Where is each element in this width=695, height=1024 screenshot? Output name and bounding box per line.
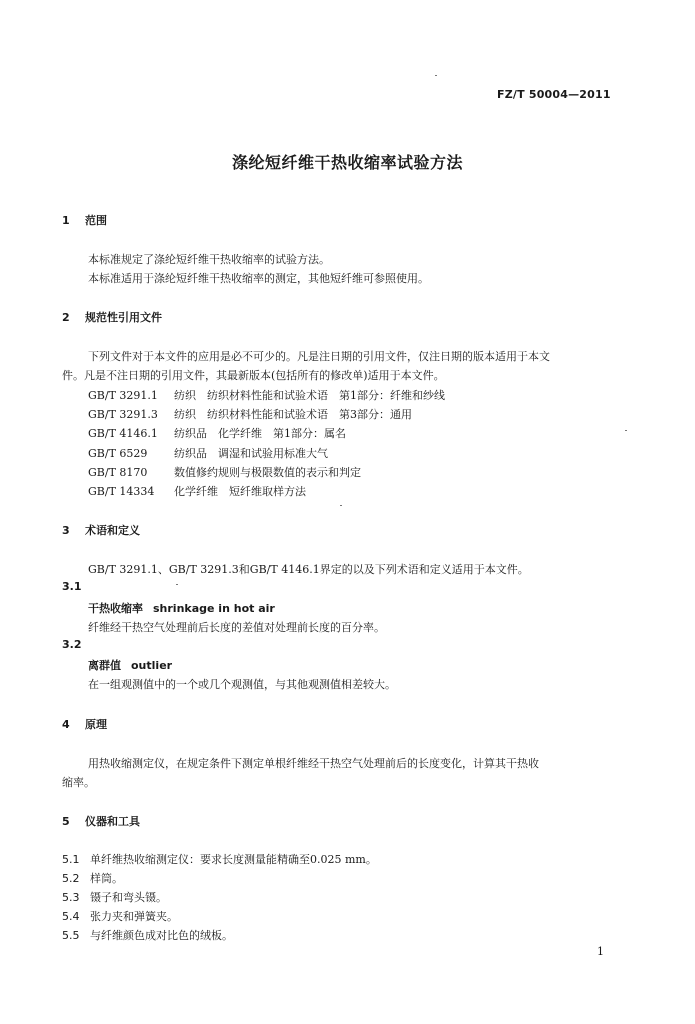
term-chinese: 干热收缩率 bbox=[88, 602, 143, 615]
equipment-item bbox=[62, 889, 167, 905]
item-text: 样筒。 bbox=[90, 872, 123, 885]
section-title: 范围 bbox=[85, 214, 107, 227]
section-title: 规范性引用文件 bbox=[85, 311, 162, 324]
normative-reference bbox=[88, 445, 328, 461]
reference-code: GB/T 3291.3 bbox=[88, 408, 158, 421]
item-text: 与纤维颜色成对比色的绒板。 bbox=[90, 929, 233, 942]
normative-reference bbox=[88, 406, 412, 422]
reference-code: GB/T 3291.1 bbox=[88, 389, 158, 402]
paragraph: 本标准适用于涤纶短纤维干热收缩率的测定，其他短纤维可参照使用。 bbox=[88, 272, 429, 285]
normative-reference bbox=[88, 387, 445, 403]
reference-title: 纺织 纺织材料性能和试验术语 第3部分：通用 bbox=[174, 408, 412, 421]
section-1-heading bbox=[62, 212, 107, 228]
reference-code: GB/T 14334 bbox=[88, 485, 155, 498]
term-definition: 纤维经干热空气处理前后长度的差值对处理前长度的百分率。 bbox=[88, 621, 385, 634]
section-number: 4 bbox=[62, 718, 70, 731]
item-number: 5.3 bbox=[62, 891, 80, 904]
item-number: 5.4 bbox=[62, 910, 80, 923]
section-number: 5 bbox=[62, 815, 70, 828]
reference-title: 化学纤维 短纤维取样方法 bbox=[174, 485, 306, 498]
section-2-heading bbox=[62, 309, 162, 325]
paragraph: 本标准规定了涤纶短纤维干热收缩率的试验方法。 bbox=[88, 253, 330, 266]
scan-speck bbox=[340, 505, 342, 506]
reference-code: GB/T 8170 bbox=[88, 466, 148, 479]
clause-number: 3.2 bbox=[62, 638, 82, 651]
scan-speck bbox=[435, 75, 437, 76]
normative-reference bbox=[88, 483, 306, 499]
section-title: 原理 bbox=[85, 718, 107, 731]
section-title: 术语和定义 bbox=[85, 524, 140, 537]
paragraph: 缩率。 bbox=[62, 776, 95, 789]
equipment-item bbox=[62, 851, 377, 867]
equipment-item bbox=[62, 908, 178, 924]
document-title: 涤纶短纤维干热收缩率试验方法 bbox=[231, 153, 463, 172]
equipment-item bbox=[62, 927, 233, 943]
item-text: 张力夹和弹簧夹。 bbox=[90, 910, 178, 923]
scan-speck bbox=[176, 584, 178, 585]
term-english: outlier bbox=[131, 659, 173, 672]
normative-reference bbox=[88, 425, 346, 441]
reference-title: 纺织 纺织材料性能和试验术语 第1部分：纤维和纱线 bbox=[174, 389, 445, 402]
section-number: 3 bbox=[62, 524, 70, 537]
reference-code: GB/T 4146.1 bbox=[88, 427, 158, 440]
equipment-item bbox=[62, 870, 123, 886]
paragraph: GB/T 3291.1、GB/T 3291.3和GB/T 4146.1界定的以及下列术语和定义适用于本文件。 bbox=[88, 563, 529, 576]
section-number: 2 bbox=[62, 311, 70, 324]
term-definition: 在一组观测值中的一个或几个观测值，与其他观测值相差较大。 bbox=[88, 678, 396, 691]
normative-reference bbox=[88, 464, 361, 480]
item-number: 5.1 bbox=[62, 853, 80, 866]
standard-code: FZ/T 50004—2011 bbox=[497, 88, 611, 101]
section-title: 仪器和工具 bbox=[85, 815, 140, 828]
reference-title: 纺织品 化学纤维 第1部分：属名 bbox=[174, 427, 346, 440]
item-text: 单纤维热收缩测定仪：要求长度测量能精确至0.025 mm。 bbox=[90, 853, 377, 866]
paragraph: 件。凡是不注日期的引用文件，其最新版本(包括所有的修改单)适用于本文件。 bbox=[62, 369, 445, 382]
paragraph: 用热收缩测定仪，在规定条件下测定单根纤维经干热空气处理前后的长度变化，计算其干热收 bbox=[88, 757, 539, 770]
section-5-heading bbox=[62, 813, 140, 829]
paragraph: 下列文件对于本文件的应用是必不可少的。凡是注日期的引用文件，仅注日期的版本适用于本文 bbox=[88, 350, 550, 363]
reference-title: 数值修约规则与极限数值的表示和判定 bbox=[174, 466, 361, 479]
reference-title: 纺织品 调湿和试验用标准大气 bbox=[174, 447, 328, 460]
term-entry bbox=[88, 600, 275, 616]
reference-code: GB/T 6529 bbox=[88, 447, 148, 460]
item-number: 5.5 bbox=[62, 929, 80, 942]
scan-speck bbox=[625, 430, 627, 431]
page-number: 1 bbox=[597, 945, 604, 958]
clause-number: 3.1 bbox=[62, 580, 82, 593]
term-chinese: 离群值 bbox=[88, 659, 121, 672]
section-4-heading bbox=[62, 716, 107, 732]
term-entry bbox=[88, 657, 172, 673]
item-text: 镊子和弯头镊。 bbox=[90, 891, 167, 904]
item-number: 5.2 bbox=[62, 872, 80, 885]
term-english: shrinkage in hot air bbox=[153, 602, 275, 615]
section-3-heading bbox=[62, 522, 140, 538]
section-number: 1 bbox=[62, 214, 70, 227]
